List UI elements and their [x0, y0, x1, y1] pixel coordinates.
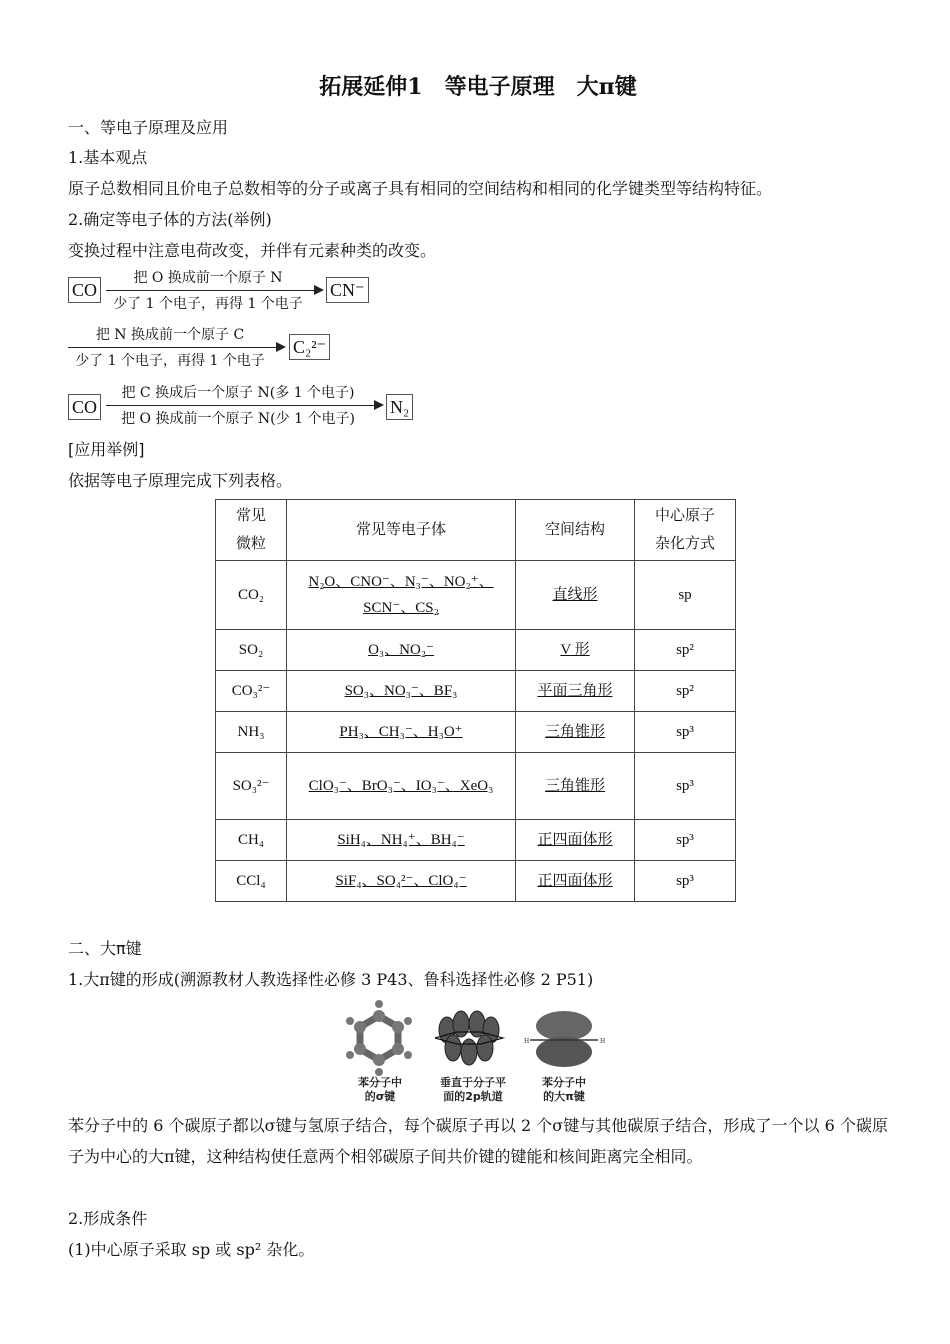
- table-cell-particle: CH₄: [216, 820, 287, 861]
- box-result: CN⁻: [326, 277, 369, 303]
- table-cell-shape: 正四面体形: [516, 820, 635, 861]
- table-cell-shape: 正四面体形: [516, 861, 635, 902]
- table-cell-particle: SO₂: [216, 630, 287, 671]
- arrow-top-label: 把 O 换成前一个原子 N: [133, 270, 283, 286]
- table-row: [216, 861, 736, 902]
- transform-arrow: [106, 269, 324, 313]
- table-row: [216, 630, 736, 671]
- table-row: [216, 671, 736, 712]
- table-row: [216, 712, 736, 753]
- table-cell-equiv: SiH₄、NH₄⁺、BH₄⁻: [287, 820, 516, 861]
- table-cell-hybrid: sp²: [635, 630, 736, 671]
- isoelectronic-table: [215, 499, 736, 902]
- table-cell-particle: CO₃²⁻: [216, 671, 287, 712]
- table-header-cell: 常见 微粒: [216, 500, 287, 561]
- box-result: N₂: [386, 394, 413, 420]
- table-header-row: [216, 500, 736, 561]
- table-cell-hybrid: sp³: [635, 712, 736, 753]
- benzene-figures: [346, 1000, 606, 1110]
- table-header-cell: 中心原子 杂化方式: [635, 500, 736, 561]
- section-heading-1: 一、等电子原理及应用: [68, 118, 229, 137]
- arrow-top-label: 把 C 换成后一个原子 N(多 1 个电子): [121, 385, 355, 401]
- table-cell-equiv: ClO₃⁻、BrO₃⁻、IO₃⁻、XeO₃: [287, 753, 516, 820]
- table-cell-equiv: O₃、NO₂⁻: [287, 630, 516, 671]
- table-cell-particle: SO₃²⁻: [216, 753, 287, 820]
- arrow-bottom-label: 少了 1 个电子，再得 1 个电子: [75, 353, 265, 369]
- arrow-top-label: 把 N 换成前一个原子 C: [95, 327, 245, 343]
- paragraph-method: 变换过程中注意电荷改变，并伴有元素种类的改变。: [68, 241, 437, 260]
- table-cell-equiv: SO₃、NO₃⁻、BF₃: [287, 671, 516, 712]
- box-co: CO: [68, 277, 101, 303]
- table-cell-shape: 三角锥形: [516, 712, 635, 753]
- svg-text:H: H: [524, 1038, 530, 1045]
- table-header-cell: 常见等电子体: [287, 500, 516, 561]
- box-result: C₂²⁻: [289, 334, 330, 360]
- pi-cloud-icon: [524, 1011, 605, 1067]
- section-heading-2: 二、大π键: [68, 939, 142, 958]
- example-text: 依据等电子原理完成下列表格。: [68, 471, 293, 490]
- table-cell-particle: NH₃: [216, 712, 287, 753]
- paragraph-basic: 原子总数相同且价电子总数相等的分子或离子具有相同的空间结构和相同的化学键类型等结构特征。: [68, 179, 773, 198]
- condition-item-1: (1)中心原子采取 sp 或 sp² 杂化。: [68, 1240, 315, 1259]
- table-cell-particle: CCl₄: [216, 861, 287, 902]
- table-cell-hybrid: sp²: [635, 671, 736, 712]
- transform-arrow: [106, 384, 384, 428]
- table-row: [216, 753, 736, 820]
- subheading-basic: 1.基本观点: [68, 148, 148, 167]
- table-cell-shape: 平面三角形: [516, 671, 635, 712]
- svg-text:H: H: [600, 1038, 606, 1045]
- transform-row-2: [68, 326, 338, 370]
- table-cell-shape: 三角锥形: [516, 753, 635, 820]
- table-cell-particle: CO₂: [216, 561, 287, 630]
- table-cell-hybrid: sp³: [635, 861, 736, 902]
- box-co: CO: [68, 394, 101, 420]
- table-cell-equiv: PH₃、CH₃⁻、H₃O⁺: [287, 712, 516, 753]
- table-cell-shape: V 形: [516, 630, 635, 671]
- table-cell-shape: 直线形: [516, 561, 635, 630]
- transform-row-1: [68, 269, 388, 313]
- figure-caption: 垂直于分子平 面的2p轨道: [440, 1076, 506, 1103]
- subheading-conditions: 2.形成条件: [68, 1209, 148, 1228]
- p-orbital-icon: [435, 1011, 503, 1065]
- table-header-cell: 空间结构: [516, 500, 635, 561]
- table-cell-hybrid: sp³: [635, 820, 736, 861]
- arrow-bottom-label: 少了 1 个电子，再得 1 个电子: [113, 296, 303, 312]
- benzene-orbital-image: [346, 1000, 606, 1080]
- arrow-bottom-label: 把 O 换成前一个原子 N(少 1 个电子): [121, 411, 355, 427]
- subheading-pi-formation: 1.大π键的形成(溯源教材人教选择性必修 3 P43、鲁科选择性必修 2 P51): [68, 970, 594, 989]
- figure-caption: 苯分子中 的大π键: [542, 1076, 586, 1103]
- table-cell-equiv: SiF₄、SO₄²⁻、ClO₄⁻: [287, 861, 516, 902]
- transform-arrow: [68, 326, 286, 370]
- table-cell-equiv: N₂O、CNO⁻、N₃⁻、NO₂⁺、SCN⁻、CS₂: [287, 561, 516, 630]
- example-label: [应用举例]: [68, 440, 145, 459]
- subheading-method: 2.确定等电子体的方法(举例): [68, 210, 272, 229]
- page-title: 拓展延伸1 等电子原理 大π键: [319, 74, 637, 100]
- paragraph-pi-formation: 苯分子中的 6 个碳原子都以σ键与氢原子结合，每个碳原子再以 2 个σ键与其他碳原子结合，形成了一个以 6 个碳原子为中心的大π键，这种结构使任意两个相邻碳原子间共价键的键能和核间距离完全相同。: [68, 1116, 888, 1166]
- table-row: [216, 561, 736, 630]
- transform-row-3: [68, 384, 418, 428]
- benzene-sigma-icon: [346, 1000, 412, 1076]
- figure-caption: 苯分子中 的σ键: [358, 1076, 402, 1103]
- table-row: [216, 820, 736, 861]
- table-cell-hybrid: sp: [635, 561, 736, 630]
- table-cell-hybrid: sp³: [635, 753, 736, 820]
